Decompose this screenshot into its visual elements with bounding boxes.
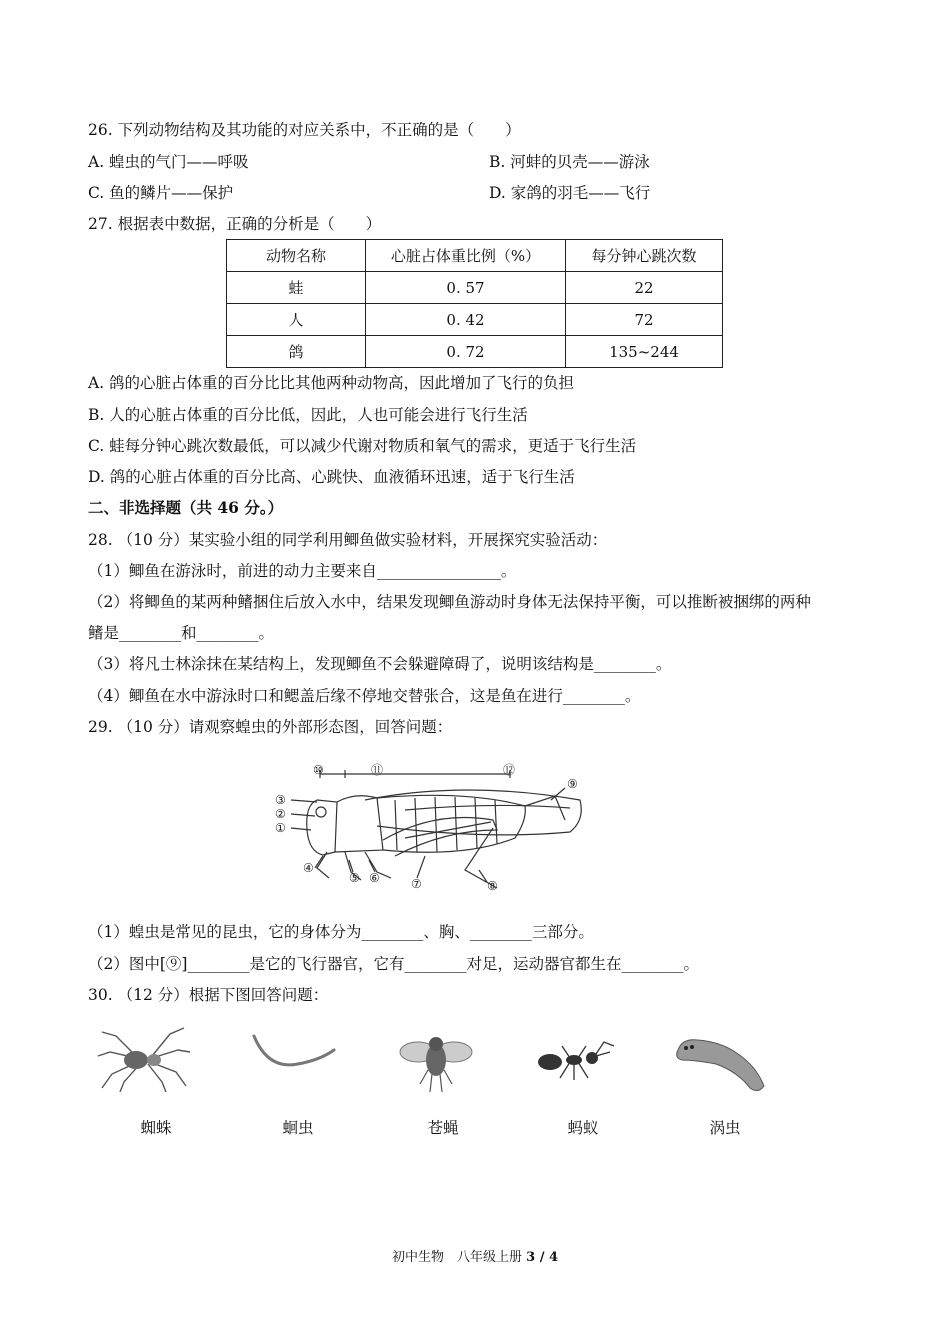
table-cell: 22	[566, 272, 723, 304]
q30-stem: 30. （12 分）根据下图回答问题：	[88, 986, 329, 1004]
diagram-label: ⑩	[313, 763, 324, 777]
spider-image	[96, 1022, 192, 1092]
table-cell: 0. 72	[366, 336, 566, 368]
diagram-label: ⑨	[567, 777, 578, 791]
table-cell: 人	[227, 304, 366, 336]
table-cell: 0. 57	[366, 272, 566, 304]
q29-item-1: （1）蝗虫是常见的昆虫，它的身体分为________、胸、________三部分。	[88, 923, 594, 941]
q29-stem: 29. （10 分）请观察蝗虫的外部形态图，回答问题：	[88, 718, 453, 736]
diagram-label: ⑫	[503, 763, 516, 777]
footer-subject: 初中生物 八年级上册	[391, 1250, 522, 1265]
table-cell: 鸽	[227, 336, 366, 368]
diagram-label: ⑦	[411, 877, 422, 891]
animal-caption: 苍蝇	[427, 1119, 459, 1137]
animal-caption: 蛔虫	[282, 1119, 314, 1137]
table-header-cell: 动物名称	[227, 240, 366, 272]
diagram-label: ①	[275, 821, 286, 835]
table-cell: 72	[566, 304, 723, 336]
q26-option-a: A. 蝗虫的气门——呼吸	[88, 153, 249, 171]
diagram-label: ⑥	[369, 871, 380, 885]
table-cell: 蛙	[227, 272, 366, 304]
diagram-label: ③	[275, 793, 286, 807]
ant-image	[530, 1038, 616, 1084]
planarian-image	[672, 1030, 768, 1096]
animal-caption: 蜘蛛	[140, 1119, 172, 1137]
q27-stem: 27. 根据表中数据，正确的分析是（ ）	[88, 215, 382, 233]
q28-item-2-cont: 鳍是________和________。	[88, 624, 275, 642]
table-row	[227, 272, 723, 304]
fly-image	[398, 1024, 474, 1096]
q27-option-b: B. 人的心脏占体重的百分比低，因此，人也可能会进行飞行生活	[88, 406, 528, 424]
q28-item-1: （1）鲫鱼在游泳时，前进的动力主要来自________________。	[88, 562, 517, 580]
diagram-label: ④	[303, 861, 314, 875]
diagram-label: ⑧	[487, 879, 498, 893]
q27-option-d: D. 鸽的心脏占体重的百分比高、心跳快、血液循环迅速，适于飞行生活	[88, 468, 575, 486]
q26-option-b: B. 河蚌的贝壳——游泳	[489, 153, 650, 171]
q26-option-c: C. 鱼的鳞片——保护	[88, 184, 234, 202]
q28-stem: 28. （10 分）某实验小组的同学利用鲫鱼做实验材料，开展探究实验活动：	[88, 531, 608, 549]
animal-caption: 蚂蚁	[567, 1119, 599, 1137]
heart-data-table	[226, 239, 723, 368]
table-cell: 0. 42	[366, 304, 566, 336]
q27-option-c: C. 蛙每分钟心跳次数最低，可以减少代谢对物质和氧气的需求，更适于飞行生活	[88, 437, 637, 455]
page-footer	[0, 1246, 950, 1265]
q28-item-3: （3）将凡士林涂抹在某结构上，发现鲫鱼不会躲避障碍了，说明该结构是________。	[88, 655, 672, 673]
q28-item-4: （4）鲫鱼在水中游泳时口和鳃盖后缘不停地交替张合，这是鱼在进行________。	[88, 687, 641, 705]
page-number: 3 / 4	[526, 1250, 559, 1265]
table-header-cell: 心脏占体重比例（%）	[366, 240, 566, 272]
roundworm-image	[248, 1030, 338, 1080]
animal-caption: 涡虫	[709, 1119, 741, 1137]
diagram-label: ②	[275, 807, 286, 821]
table-header-cell: 每分钟心跳次数	[566, 240, 723, 272]
table-header-row	[227, 240, 723, 272]
q26-stem: 26. 下列动物结构及其功能的对应关系中，不正确的是（ ）	[88, 121, 521, 139]
table-row	[227, 304, 723, 336]
grasshopper-diagram	[265, 760, 595, 900]
diagram-label: ⑪	[371, 763, 384, 777]
diagram-label: ⑤	[349, 871, 360, 885]
table-row	[227, 336, 723, 368]
q27-option-a: A. 鸽的心脏占体重的百分比比其他两种动物高，因此增加了飞行的负担	[88, 374, 575, 392]
table-cell: 135~244	[566, 336, 723, 368]
q26-option-d: D. 家鸽的羽毛——飞行	[489, 184, 651, 202]
q29-item-2: （2）图中[⑨]________是它的飞行器官，它有________对足，运动器官都生在________。	[88, 955, 699, 973]
q28-item-2: （2）将鲫鱼的某两种鳍捆住后放入水中，结果发现鲫鱼游动时身体无法保持平衡，可以推断被捆绑的两种	[88, 593, 811, 611]
section-heading: 二、非选择题（共 46 分。）	[88, 498, 284, 517]
